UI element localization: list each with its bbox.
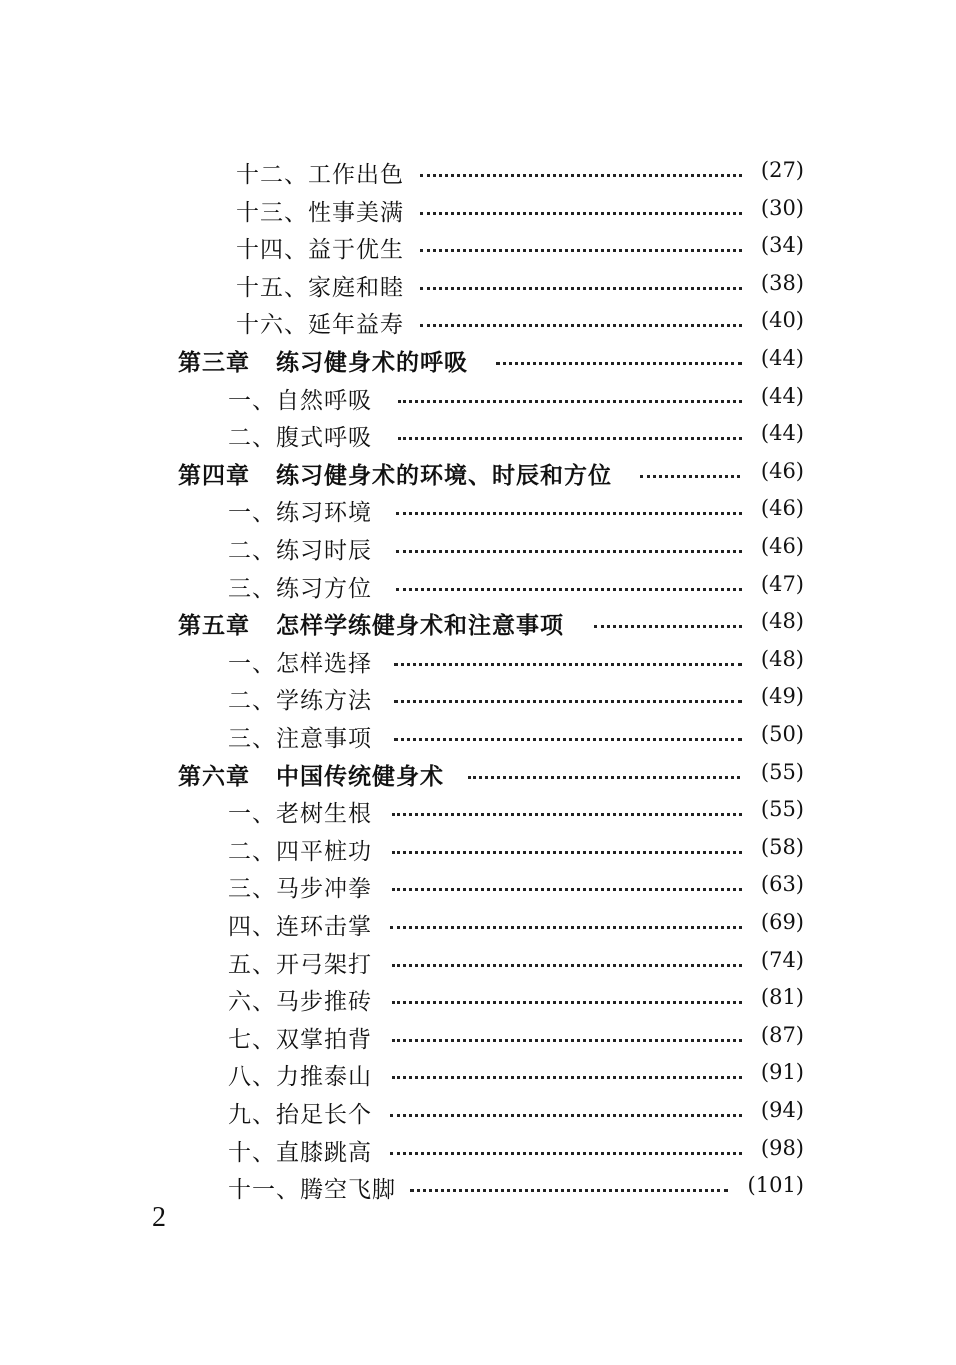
toc-section-row bbox=[0, 152, 956, 189]
toc-page-number: (30) bbox=[760, 195, 804, 220]
dot-leader bbox=[496, 362, 742, 365]
dot-leader bbox=[420, 174, 742, 177]
toc-entry-title: 八、力推泰山 bbox=[228, 1064, 372, 1091]
toc-section-row bbox=[0, 829, 956, 866]
toc-chapter-row bbox=[0, 340, 956, 377]
toc-page-number: (50) bbox=[760, 722, 804, 746]
toc-section-row bbox=[0, 641, 956, 678]
toc-entry-title: 一、老树生根 bbox=[228, 801, 372, 828]
toc-entry-title: 十四、益于优生 bbox=[236, 237, 404, 264]
dot-leader bbox=[398, 400, 742, 403]
toc-page-number: (48) bbox=[760, 609, 804, 634]
toc-entry-title bbox=[178, 344, 468, 377]
dot-leader bbox=[394, 738, 742, 741]
toc-page-number: (40) bbox=[760, 308, 804, 333]
dot-leader bbox=[392, 1039, 742, 1042]
toc-entry-title: 二、腹式呼吸 bbox=[228, 425, 372, 452]
dot-leader bbox=[390, 926, 742, 929]
dot-leader bbox=[420, 212, 742, 215]
toc-entry-title: 五、开弓架打 bbox=[228, 951, 372, 978]
toc-section-row bbox=[0, 866, 956, 903]
toc-section-row bbox=[0, 791, 956, 828]
chapter-title: 练习健身术的环境、时辰和方位 bbox=[276, 462, 612, 489]
toc-section-row bbox=[0, 1017, 956, 1054]
toc-entry-title: 三、马步冲拳 bbox=[228, 876, 372, 903]
chapter-number: 第六章 bbox=[178, 763, 250, 790]
dot-leader bbox=[392, 1001, 742, 1004]
toc-page-number: (44) bbox=[760, 421, 804, 446]
toc-page-number: (94) bbox=[760, 1098, 804, 1122]
dot-leader bbox=[392, 851, 742, 854]
toc-entry-title: 二、四平桩功 bbox=[228, 838, 372, 865]
dot-leader bbox=[398, 437, 742, 440]
toc-page-number: (47) bbox=[760, 571, 804, 596]
dot-leader bbox=[640, 475, 740, 478]
toc-entry-title: 四、连环击掌 bbox=[228, 914, 372, 940]
toc-entry-title: 三、注意事项 bbox=[228, 726, 372, 752]
toc-section-row bbox=[0, 979, 956, 1016]
chapter-number: 第五章 bbox=[178, 613, 250, 640]
toc-entry-title bbox=[178, 607, 564, 640]
toc-entry-title: 十五、家庭和睦 bbox=[236, 274, 404, 301]
toc-page-number: (49) bbox=[760, 684, 804, 709]
toc-page-number: (46) bbox=[760, 534, 804, 558]
toc-chapter-row bbox=[0, 754, 956, 791]
toc-entry-title: 二、练习时辰 bbox=[228, 538, 372, 564]
toc-section-row bbox=[0, 1167, 956, 1204]
toc-page-number: (34) bbox=[760, 233, 804, 258]
dot-leader bbox=[394, 663, 742, 666]
toc-entry-title bbox=[178, 758, 444, 791]
chapter-number: 第四章 bbox=[178, 462, 250, 489]
dot-leader bbox=[392, 813, 742, 816]
toc-page-number: (46) bbox=[760, 496, 804, 521]
toc-entry-title: 九、抬足长个 bbox=[228, 1102, 372, 1128]
dot-leader bbox=[392, 964, 742, 967]
toc-page-number: (55) bbox=[760, 797, 804, 822]
toc-page-number: (98) bbox=[760, 1135, 804, 1160]
toc-entry-title: 二、学练方法 bbox=[228, 688, 372, 715]
toc-section-row bbox=[0, 1092, 956, 1129]
dot-leader bbox=[396, 550, 742, 553]
toc-entry-title: 十六、延年益寿 bbox=[236, 312, 404, 339]
toc-section-row bbox=[0, 528, 956, 565]
toc-entry-title: 七、双掌拍背 bbox=[228, 1026, 372, 1053]
toc-chapter-row bbox=[0, 603, 956, 640]
chapter-title: 练习健身术的呼吸 bbox=[276, 350, 468, 376]
chapter-title: 怎样学练健身术和注意事项 bbox=[276, 613, 564, 640]
toc-page-number: (101) bbox=[747, 1173, 804, 1198]
toc-section-row bbox=[0, 415, 956, 452]
dot-leader bbox=[396, 588, 742, 591]
toc-entry-title: 一、练习环境 bbox=[228, 500, 372, 527]
dot-leader bbox=[390, 1114, 742, 1117]
toc-section-row bbox=[0, 378, 956, 415]
toc-page-number: (46) bbox=[760, 458, 804, 483]
toc-page-number: (48) bbox=[760, 646, 804, 671]
chapter-title: 中国传统健身术 bbox=[276, 763, 444, 790]
toc-section-row bbox=[0, 1130, 956, 1167]
toc-entry-title: 一、自然呼吸 bbox=[228, 387, 372, 414]
toc-section-row bbox=[0, 1054, 956, 1091]
toc-section-row bbox=[0, 265, 956, 302]
toc-page-number: (74) bbox=[760, 947, 804, 972]
toc-page-number: (27) bbox=[760, 158, 804, 182]
chapter-number: 第三章 bbox=[178, 350, 250, 376]
toc-section-row bbox=[0, 716, 956, 753]
toc-page-number: (44) bbox=[760, 346, 804, 370]
dot-leader bbox=[396, 512, 742, 515]
toc-entry-title: 十、直膝跳高 bbox=[228, 1139, 372, 1166]
toc-section-row bbox=[0, 490, 956, 527]
toc-page-number: (81) bbox=[760, 985, 804, 1010]
toc-page-number: (91) bbox=[760, 1060, 804, 1085]
toc-page-number: (87) bbox=[760, 1022, 804, 1047]
dot-leader bbox=[420, 287, 742, 290]
page-number: 2 bbox=[152, 1202, 166, 1233]
toc-entry-title: 一、怎样选择 bbox=[228, 650, 372, 677]
toc-page-number: (58) bbox=[760, 834, 804, 859]
dot-leader bbox=[394, 700, 742, 703]
toc-section-row bbox=[0, 904, 956, 941]
toc-entry-title: 十一、腾空飞脚 bbox=[228, 1177, 396, 1204]
toc-page-number: (44) bbox=[760, 383, 804, 408]
toc-page-number: (55) bbox=[760, 759, 804, 784]
toc-entry-title: 十三、性事美满 bbox=[236, 199, 404, 226]
toc-section-row bbox=[0, 302, 956, 339]
toc-section-row bbox=[0, 678, 956, 715]
toc-page-number: (69) bbox=[760, 910, 804, 934]
toc-section-row bbox=[0, 227, 956, 264]
toc-page-number: (63) bbox=[760, 872, 804, 897]
toc-entry-title bbox=[178, 457, 612, 490]
dot-leader bbox=[392, 1076, 742, 1079]
toc-chapter-row bbox=[0, 453, 956, 490]
toc-section-row bbox=[0, 190, 956, 227]
dot-leader bbox=[420, 324, 742, 327]
toc-page-number: (38) bbox=[760, 270, 804, 295]
toc-section-row bbox=[0, 942, 956, 979]
toc-entry-title: 三、练习方位 bbox=[228, 575, 372, 602]
dot-leader bbox=[594, 625, 742, 628]
toc-entry-title: 十二、工作出色 bbox=[236, 162, 404, 188]
dot-leader bbox=[390, 1152, 742, 1155]
dot-leader bbox=[468, 776, 740, 779]
dot-leader bbox=[392, 888, 742, 891]
dot-leader bbox=[420, 249, 742, 252]
toc-section-row bbox=[0, 566, 956, 603]
dot-leader bbox=[410, 1189, 728, 1192]
toc-entry-title: 六、马步推砖 bbox=[228, 989, 372, 1016]
